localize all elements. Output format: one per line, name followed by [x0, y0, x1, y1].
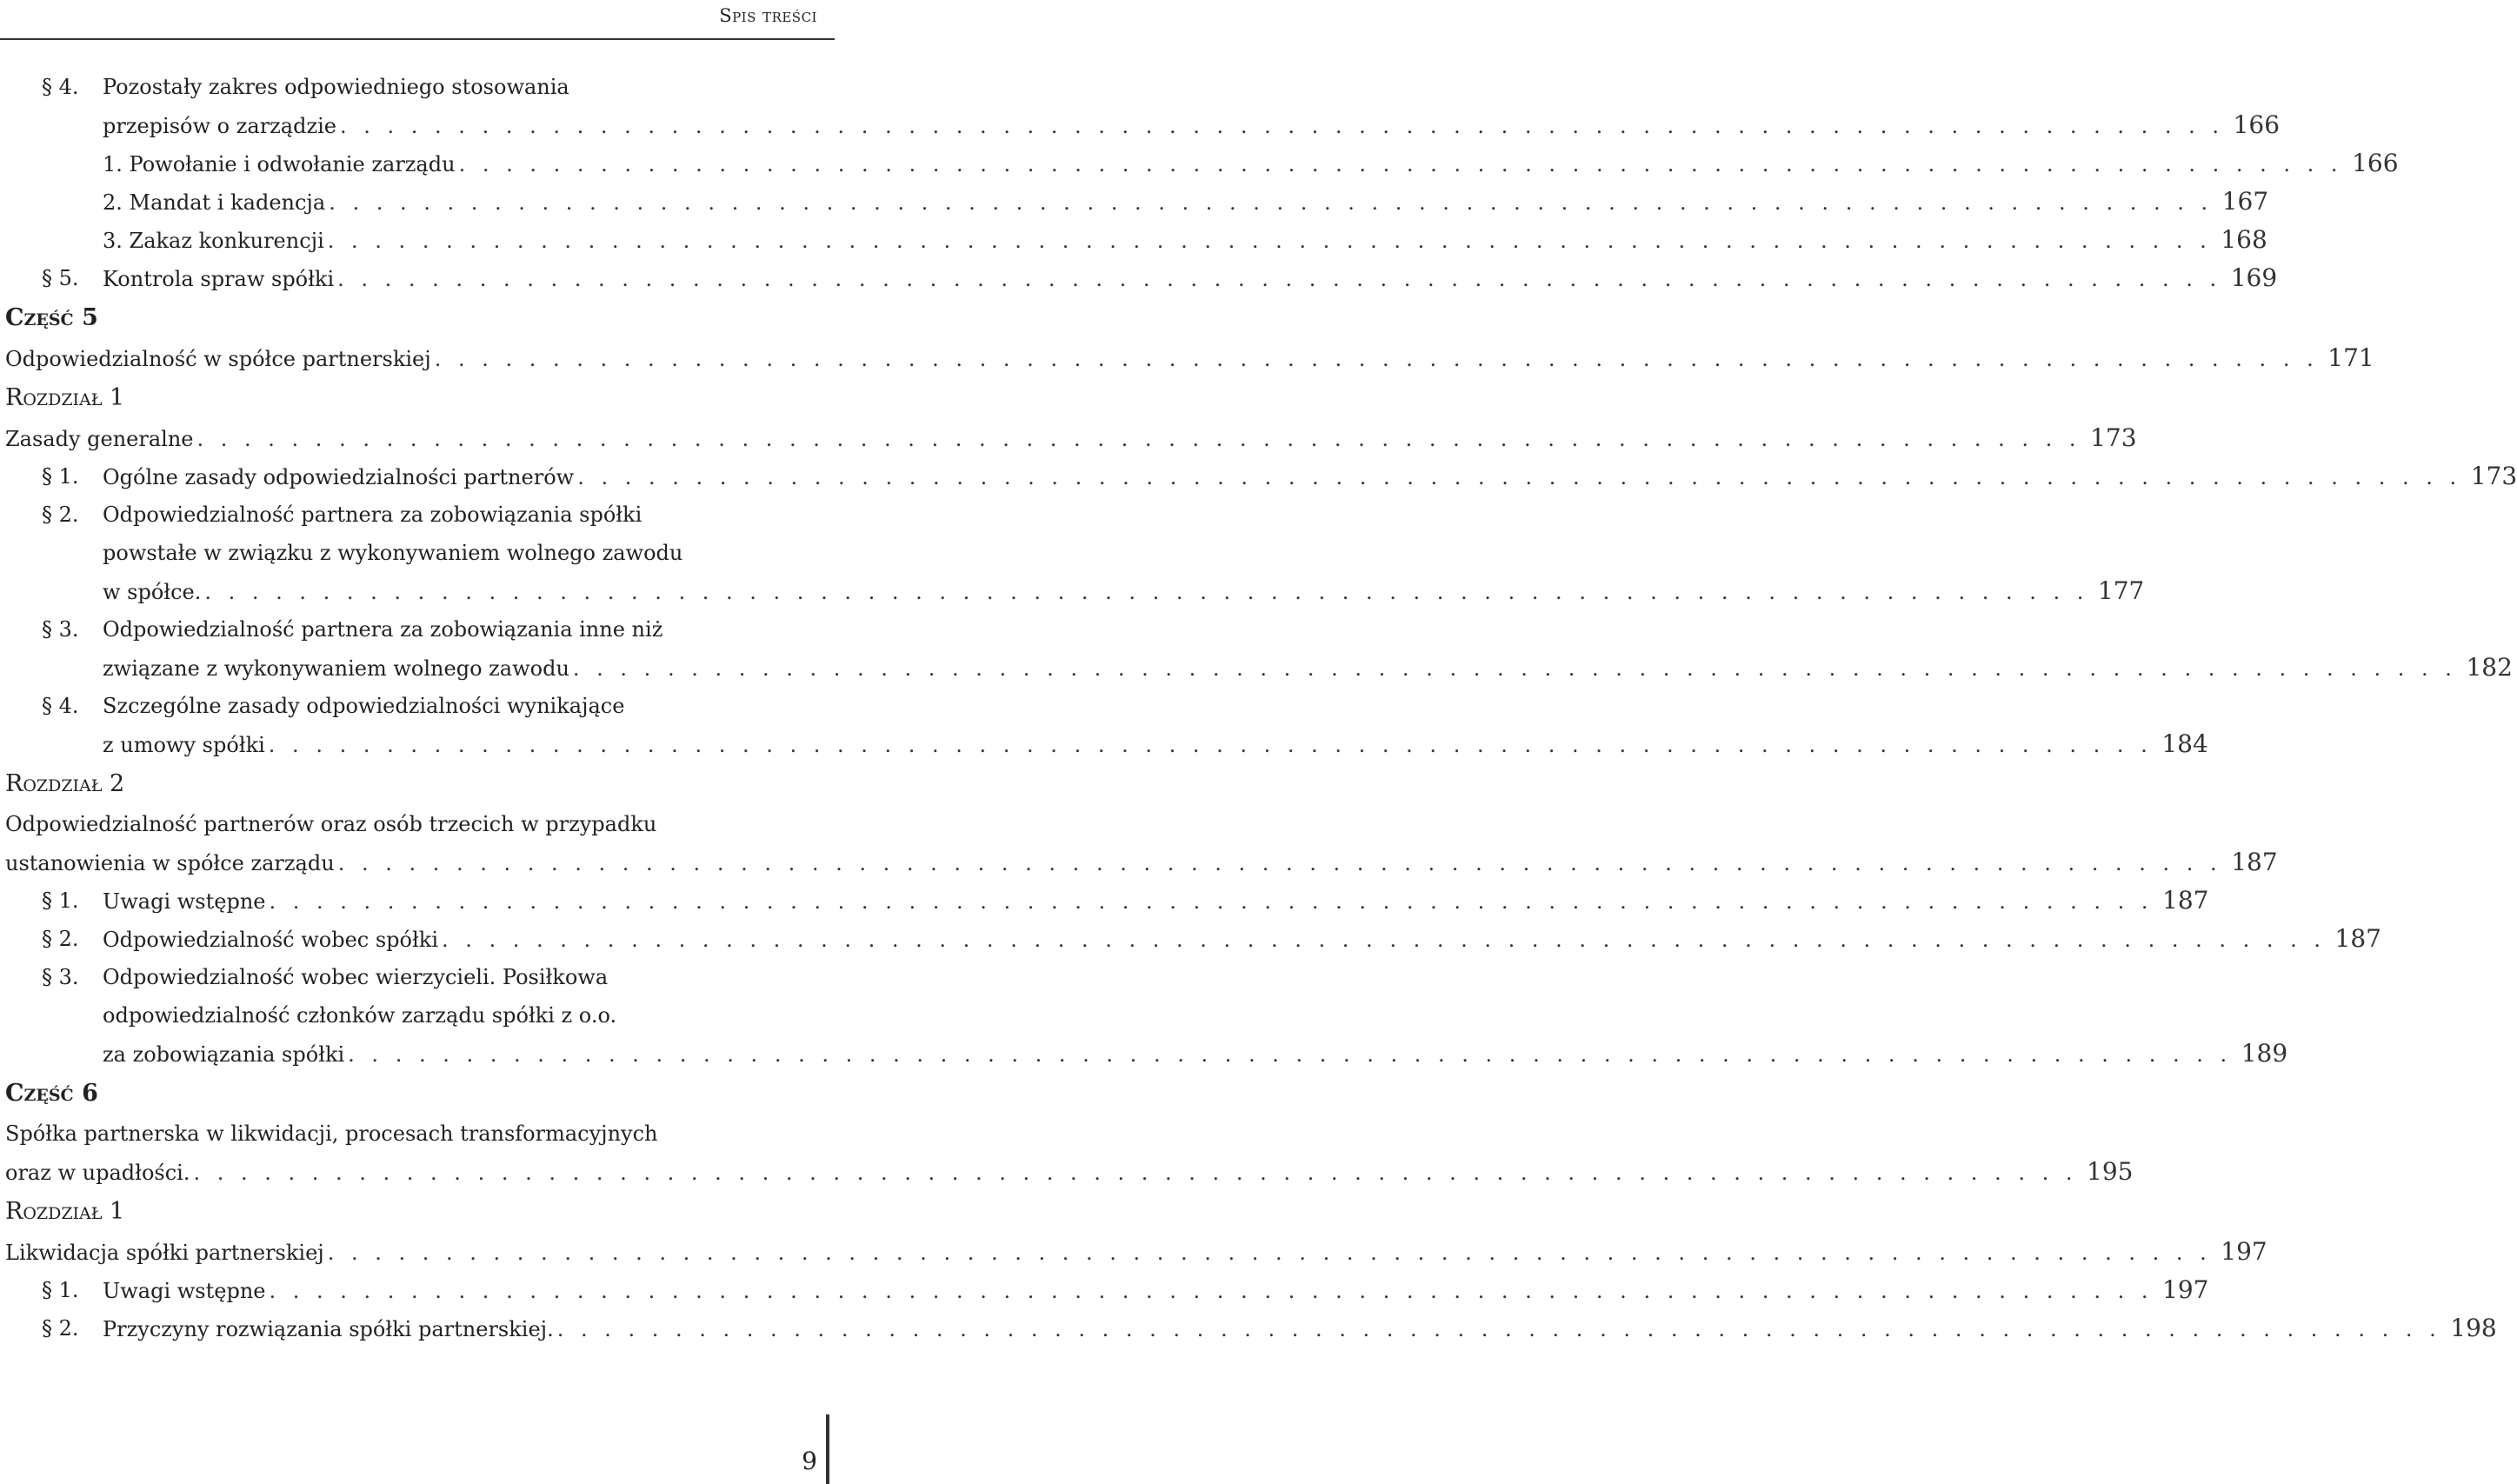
- toc-page-number: 182: [2466, 653, 2513, 682]
- toc-entry[interactable]: [0, 457, 2517, 496]
- toc-entry-title: Odpowiedzialność wobec spółki: [103, 921, 442, 959]
- dot-leader: . . . . . . . . . . . . . . . . . . . . . . . . . . . . . . . . . . . . . . . . . . . . . . . . . . . . . . . . . . . . . . . . . . . . . . . . . . . . . . . .: [340, 114, 2225, 138]
- toc-entry-title: Odpowiedzialność partnera za zobowiązania inne niż: [103, 610, 666, 649]
- dot-leader: . . . . . . . . . . . . . . . . . . . . . . . . . . . . . . . . . . . . . . . . . . . . . . . . . . . . . . . . . . . . . . . . . . . . . . . . . . . . . . . .: [572, 656, 2457, 681]
- toc-entry[interactable]: [0, 882, 2209, 920]
- toc-page-number: 171: [2327, 343, 2374, 372]
- dot-leader: . . . . . . . . . . . . . . . . . . . . . . . . . . . . . . . . . . . . . . . . . . . . . . . . . . . . . . . . . . . . . . . . . . . . . . . . . . . . . . . .: [348, 1042, 2233, 1067]
- toc-entry-title: powstałe w związku z wykonywaniem wolnego zawodu: [103, 534, 686, 572]
- toc-entry-title: Kontrola spraw spółki: [103, 260, 337, 298]
- toc-entry-title: przepisów o zarządzie: [103, 107, 340, 145]
- dot-leader: . . . . . . . . . . . . . . . . . . . . . . . . . . . . . . . . . . . . . . . . . . . . . . . . . . . . . . . . . . . . . . . . . . . . . . . . . . . . . . . .: [329, 190, 2214, 215]
- running-head: Spis treści: [719, 5, 817, 26]
- toc-entry-title: w spółce.: [103, 573, 204, 611]
- page-number: 9: [802, 1447, 817, 1475]
- toc-page-number: 189: [2241, 1039, 2288, 1068]
- toc-entry[interactable]: [0, 259, 2278, 297]
- dot-leader: . . . . . . . . . . . . . . . . . . . . . . . . . . . . . . . . . . . . . . . . . . . . . . . . . . . . . . . . . . . . . . . . . . . . . . . . . . . . . . . .: [269, 1279, 2154, 1303]
- toc-entry[interactable]: [0, 68, 2281, 144]
- part-heading: Część 6: [5, 1080, 98, 1107]
- paragraph-number: § 1.: [42, 464, 79, 489]
- toc-page-number: 197: [2162, 1275, 2209, 1304]
- toc-page-number: 187: [2162, 886, 2209, 915]
- toc-entry[interactable]: [0, 221, 2267, 259]
- toc-entry-title: Przyczyny rozwiązania spółki partnerskiej.: [103, 1310, 557, 1348]
- dot-leader: . . . . . . . . . . . . . . . . . . . . . . . . . . . . . . . . . . . . . . . . . . . . . . . . . . . . . . . . . . . . . . . . . . . . . . . . . . . . . . . .: [269, 889, 2154, 914]
- dot-leader: . . . . . . . . . . . . . . . . . . . . . . . . . . . . . . . . . . . . . . . . . . . . . . . . . . . . . . . . . . . . . . . . . . . . . . . . . . . . . . . .: [577, 465, 2462, 489]
- paragraph-number: § 2.: [42, 927, 79, 951]
- dot-leader: . . . . . . . . . . . . . . . . . . . . . . . . . . . . . . . . . . . . . . . . . . . . . . . . . . . . . . . . . . . . . . . . . . . . . . . . . . . . . . . .: [193, 1161, 2078, 1185]
- toc-page-number: 169: [2230, 263, 2278, 292]
- toc-entry[interactable]: [0, 419, 2137, 457]
- toc-entry[interactable]: [0, 610, 2513, 687]
- footer-rule: [826, 1414, 829, 1484]
- dot-leader: . . . . . . . . . . . . . . . . . . . . . . . . . . . . . . . . . . . . . . . . . . . . . . . . . . . . . . . . . . . . . . . . . . . . . . . . . . . . . . . .: [337, 267, 2222, 291]
- toc-entry[interactable]: [0, 1233, 2267, 1271]
- toc-entry-title: oraz w upadłości.: [5, 1154, 193, 1192]
- part-heading: Część 5: [5, 304, 98, 331]
- toc-entry-title: 2. Mandat i kadencja: [103, 183, 329, 222]
- toc-entry[interactable]: [0, 958, 2288, 1073]
- toc-entry-title: związane z wykonywaniem wolnego zawodu: [103, 649, 573, 688]
- paragraph-number: § 2.: [42, 1316, 79, 1341]
- toc-page-number: 197: [2221, 1237, 2267, 1266]
- dot-leader: . . . . . . . . . . . . . . . . . . . . . . . . . . . . . . . . . . . . . . . . . . . . . . . . . . . . . . . . . . . . . . . . . . . . . . . . . . . . . . . .: [434, 347, 2319, 371]
- toc-entry-title: Zasady generalne: [5, 420, 197, 458]
- toc-page-number: 173: [2090, 423, 2137, 452]
- toc-entry[interactable]: [0, 687, 2208, 763]
- dot-leader: . . . . . . . . . . . . . . . . . . . . . . . . . . . . . . . . . . . . . . . . . . . . . . . . . . . . . . . . . . . . . . . . . . . . . . . . . . . . . . . .: [268, 733, 2153, 757]
- dot-leader: . . . . . . . . . . . . . . . . . . . . . . . . . . . . . . . . . . . . . . . . . . . . . . . . . . . . . . . . . . . . . . . . . . . . . . . . . . . . . . . .: [458, 152, 2343, 176]
- toc-entry-title: Odpowiedzialność partnerów oraz osób trzecich w przypadku: [5, 805, 660, 843]
- paragraph-number: § 3.: [42, 965, 79, 989]
- toc-entry-title: 1. Powołanie i odwołanie zarządu: [103, 145, 459, 183]
- dot-leader: . . . . . . . . . . . . . . . . . . . . . . . . . . . . . . . . . . . . . . . . . . . . . . . . . . . . . . . . . . . . . . . . . . . . . . . . . . . . . . . .: [442, 928, 2326, 952]
- toc-page-number: 187: [2334, 924, 2381, 953]
- toc-entry-title: Szczególne zasady odpowiedzialności wynikające: [103, 687, 628, 725]
- toc-page-number: 167: [2221, 187, 2269, 216]
- dot-leader: . . . . . . . . . . . . . . . . . . . . . . . . . . . . . . . . . . . . . . . . . . . . . . . . . . . . . . . . . . . . . . . . . . . . . . . . . . . . . . . .: [327, 229, 2212, 253]
- toc-entry[interactable]: [0, 183, 2269, 221]
- toc-entry[interactable]: [0, 339, 2374, 377]
- toc-entry[interactable]: [0, 1115, 2134, 1191]
- toc-page-number: 166: [2233, 110, 2281, 139]
- toc-entry[interactable]: [0, 1271, 2209, 1309]
- toc-entry-title: za zobowiązania spółki: [103, 1035, 348, 1074]
- paragraph-number: § 1.: [42, 888, 79, 913]
- toc-page-number: 166: [2352, 149, 2399, 177]
- toc-entry[interactable]: [0, 920, 2381, 958]
- toc-entry-title: 3. Zakaz konkurencji: [103, 222, 328, 260]
- toc-entry-title: z umowy spółki: [103, 726, 269, 764]
- toc-page-number: 198: [2450, 1314, 2497, 1342]
- toc-page-number: 168: [2221, 225, 2267, 254]
- toc-entry[interactable]: [0, 1309, 2497, 1348]
- toc-entry[interactable]: [0, 496, 2145, 610]
- chapter-heading: Rozdział 1: [5, 384, 125, 411]
- paragraph-number: § 3.: [42, 617, 79, 642]
- toc-entry-title: ustanowienia w spółce zarządu: [5, 844, 338, 882]
- toc-entry-title: odpowiedzialność członków zarządu spółki z o.o.: [103, 996, 620, 1035]
- toc-entry-title: Pozostały zakres odpowiedniego stosowania: [103, 68, 573, 106]
- chapter-heading: Rozdział 1: [5, 1198, 125, 1225]
- paragraph-number: § 5.: [42, 266, 79, 290]
- dot-leader: . . . . . . . . . . . . . . . . . . . . . . . . . . . . . . . . . . . . . . . . . . . . . . . . . . . . . . . . . . . . . . . . . . . . . . . . . . . . . . . .: [327, 1241, 2212, 1265]
- dot-leader: . . . . . . . . . . . . . . . . . . . . . . . . . . . . . . . . . . . . . . . . . . . . . . . . . . . . . . . . . . . . . . . . . . . . . . . . . . . . . . . .: [337, 851, 2222, 875]
- toc-page-number: 177: [2097, 576, 2145, 605]
- toc-entry-title: Uwagi wstępne: [103, 1272, 269, 1310]
- toc-entry[interactable]: [0, 144, 2399, 183]
- toc-entry-title: Uwagi wstępne: [103, 882, 269, 921]
- toc-entry-title: Ogólne zasady odpowiedzialności partnerów: [103, 458, 577, 496]
- table-of-contents: [0, 68, 2517, 1348]
- toc-page-number: 187: [2231, 848, 2278, 876]
- paragraph-number: § 4.: [42, 694, 79, 718]
- toc-entry-title: Odpowiedzialność wobec wierzycieli. Posiłkowa: [103, 958, 611, 996]
- chapter-heading: Rozdział 2: [5, 770, 125, 797]
- toc-entry[interactable]: [0, 805, 2278, 882]
- dot-leader: . . . . . . . . . . . . . . . . . . . . . . . . . . . . . . . . . . . . . . . . . . . . . . . . . . . . . . . . . . . . . . . . . . . . . . . . . . . . . . . .: [196, 427, 2081, 451]
- toc-page-number: 184: [2161, 729, 2208, 758]
- toc-entry-title: Odpowiedzialność w spółce partnerskiej: [5, 340, 435, 378]
- toc-page-number: 195: [2087, 1157, 2134, 1186]
- toc-entry-title: Spółka partnerska w likwidacji, procesach transformacyjnych: [5, 1115, 662, 1153]
- dot-leader: . . . . . . . . . . . . . . . . . . . . . . . . . . . . . . . . . . . . . . . . . . . . . . . . . . . . . . . . . . . . . . . . . . . . . . . . . . . . . . . .: [204, 580, 2089, 604]
- page-header: [0, 0, 835, 40]
- toc-entry-title: Likwidacja spółki partnerskiej: [5, 1234, 328, 1272]
- toc-entry-title: Odpowiedzialność partnera za zobowiązania spółki: [103, 496, 645, 534]
- paragraph-number: § 2.: [42, 502, 79, 527]
- paragraph-number: § 4.: [42, 75, 79, 99]
- toc-page-number: 173: [2470, 462, 2517, 490]
- paragraph-number: § 1.: [42, 1278, 79, 1302]
- dot-leader: . . . . . . . . . . . . . . . . . . . . . . . . . . . . . . . . . . . . . . . . . . . . . . . . . . . . . . . . . . . . . . . . . . . . . . . . . . . . . . . .: [556, 1317, 2441, 1341]
